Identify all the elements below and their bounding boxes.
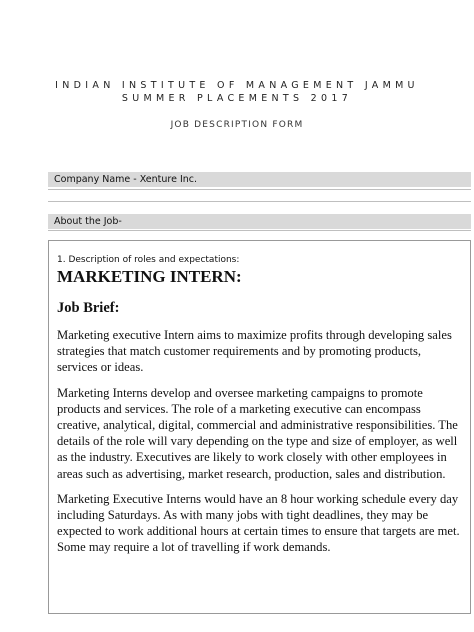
divider [48, 189, 471, 190]
paragraph-schedule: Marketing Executive Interns would have an 8 hour working schedule every day including Saturdays. As with many jobs with tight deadlines, they may be expected to work additional hours at certain times to ensure that targets are met. Some may require a lot of travelling if work demands. [57, 491, 460, 555]
paragraph-responsibilities: Marketing Interns develop and oversee marketing campaigns to promote products and services. The role of a marketing executive can encompass creative, analytical, digital, commercial and administrative responsibilities. The details of the role will vary depending on the type and size of employer, as well as the industry. Executives are likely to work closely with other employees in areas such as advertising, market research, production, sales and distribution. [57, 385, 458, 481]
company-name-bar: Company Name - Xenture Inc. [48, 172, 471, 187]
paragraph-summary: Marketing executive Intern aims to maximize profits through developing sales strategies that match customer requirements and by promoting products, services or ideas. [57, 328, 452, 375]
about-job-bar: About the Job- [48, 214, 471, 229]
job-brief-heading: Job Brief: [57, 300, 120, 316]
role-title: MARKETING INTERN: [57, 267, 242, 286]
description-label: 1. Description of roles and expectations: [57, 255, 240, 265]
form-title: JOB DESCRIPTION FORM [170, 120, 304, 130]
institute-name: INDIAN INSTITUTE OF MANAGEMENT JAMMU [55, 80, 419, 91]
divider [48, 201, 471, 202]
placements-title: SUMMER PLACEMENTS 2017 [121, 93, 353, 104]
divider [48, 230, 471, 231]
job-description-box [48, 240, 471, 614]
